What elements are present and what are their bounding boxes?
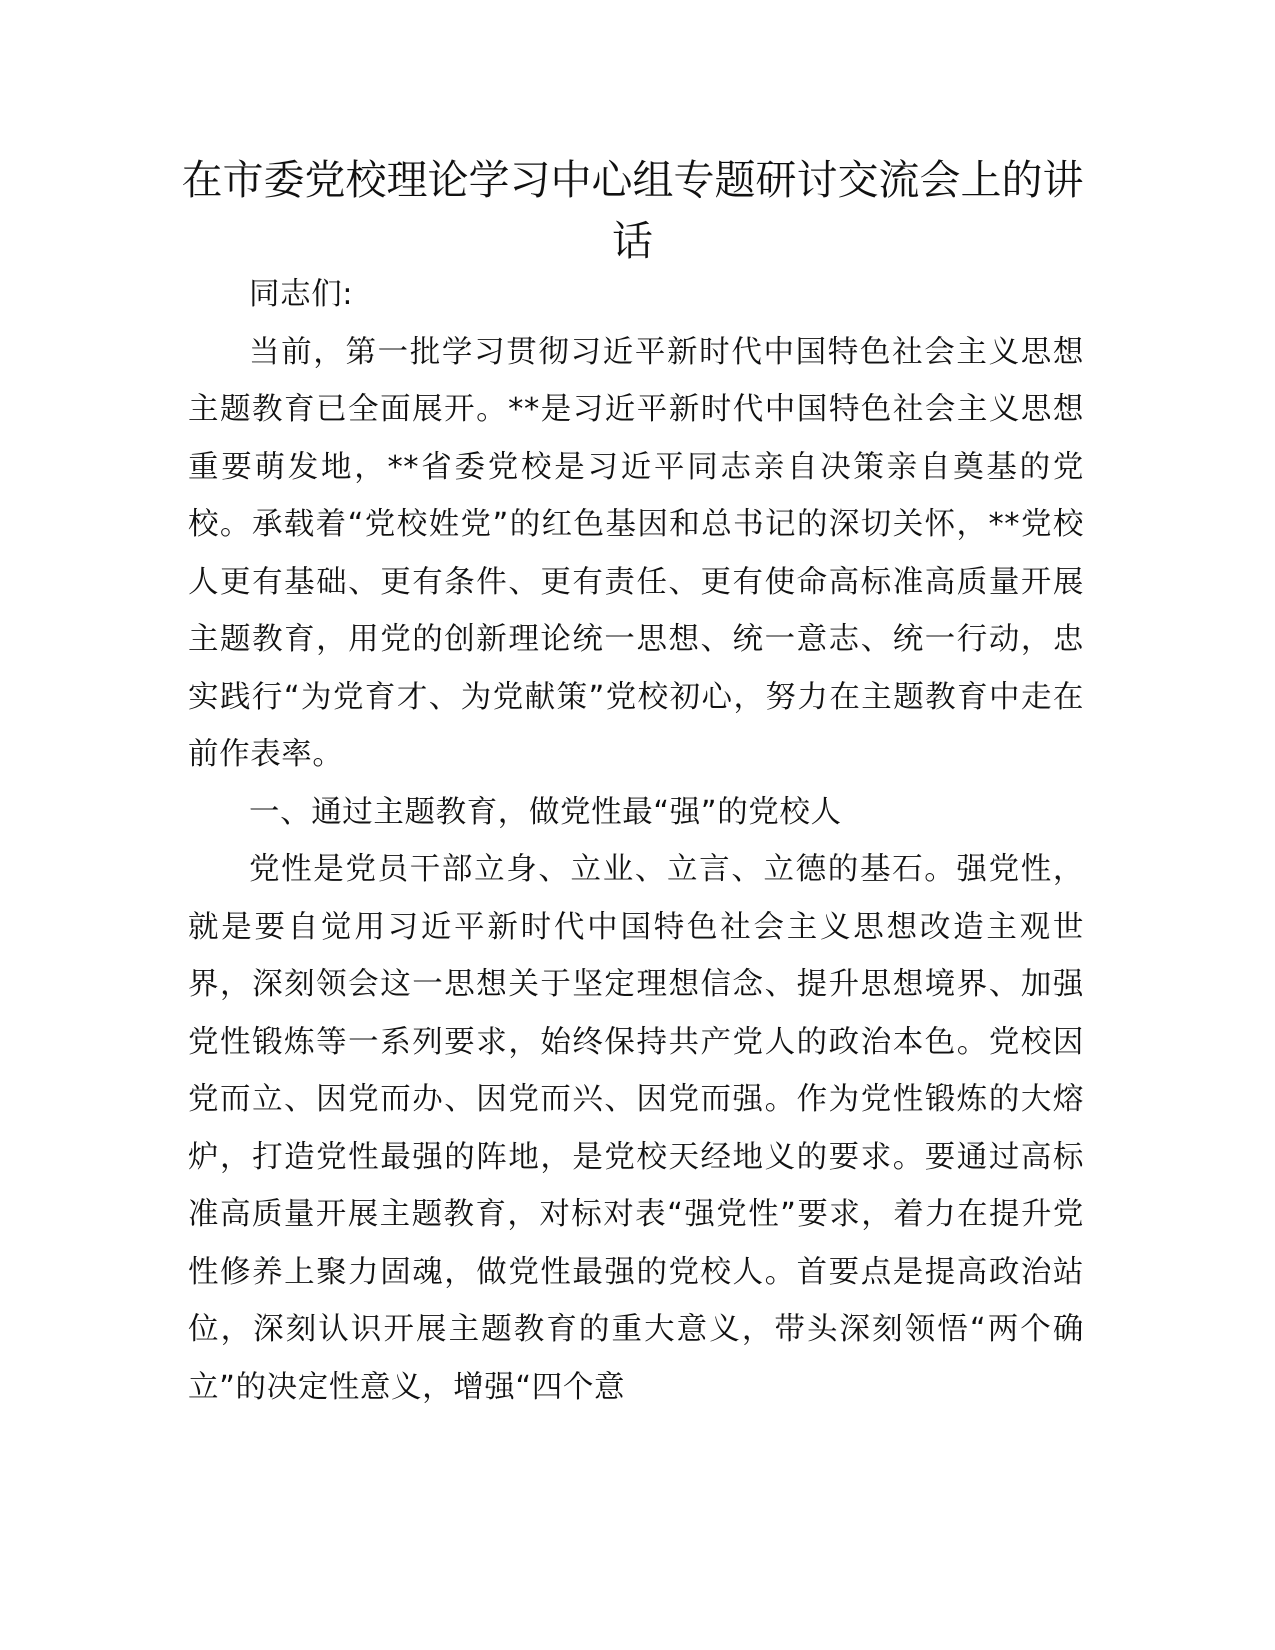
salutation: 同志们: bbox=[249, 277, 354, 312]
section-heading-1: 一、通过主题教育，做党性最“强”的党校人 bbox=[249, 794, 842, 830]
section-1-paragraph: 党性是党员干部立身、立业、立言、立德的基石。强党性，就是要自觉用习近平新时代中国特色社会主义思想改造主观世界，深刻领会这一思想关于坚定理想信念、提升思想境界、加强党性锻炼等一系列要求，始终保持共产党人的政治本色。党校因党而立、因党而办、因党而兴、因党而强。作为党性锻炼的大熔炉，打造党性最强的阵地，是党校天经地义的要求。要通过高标准高质量开展主题教育，对标对表“强党性”要求，着力在提升党性修养上聚力固魂，做党性最强的党校人。首要点是提高政治站位，深刻认识开展主题教育的重大意义，带头深刻领悟“两个确立”的决定性意义，增强“四个意 bbox=[188, 852, 1084, 1405]
document-title: 在市委党校理论学习中心组专题研讨交流会上的讲话 bbox=[181, 156, 1084, 265]
intro-paragraph: 当前，第一批学习贯彻习近平新时代中国特色社会主义思想主题教育已全面展开。**是习近平新时代中国特色社会主义思想重要萌发地，**省委党校是习近平同志亲自决策亲自奠基的党校。承载着“党校姓党”的红色基因和总书记的深切关怀，**党校人更有基础、更有条件、更有责任、更有使命高标准高质量开展主题教育，用党的创新理论统一思想、统一意志、统一行动，忠实践行“为党育才、为党献策”党校初心，努力在主题教育中走在前作表率。 bbox=[188, 334, 1084, 772]
document-body bbox=[188, 266, 1084, 1416]
